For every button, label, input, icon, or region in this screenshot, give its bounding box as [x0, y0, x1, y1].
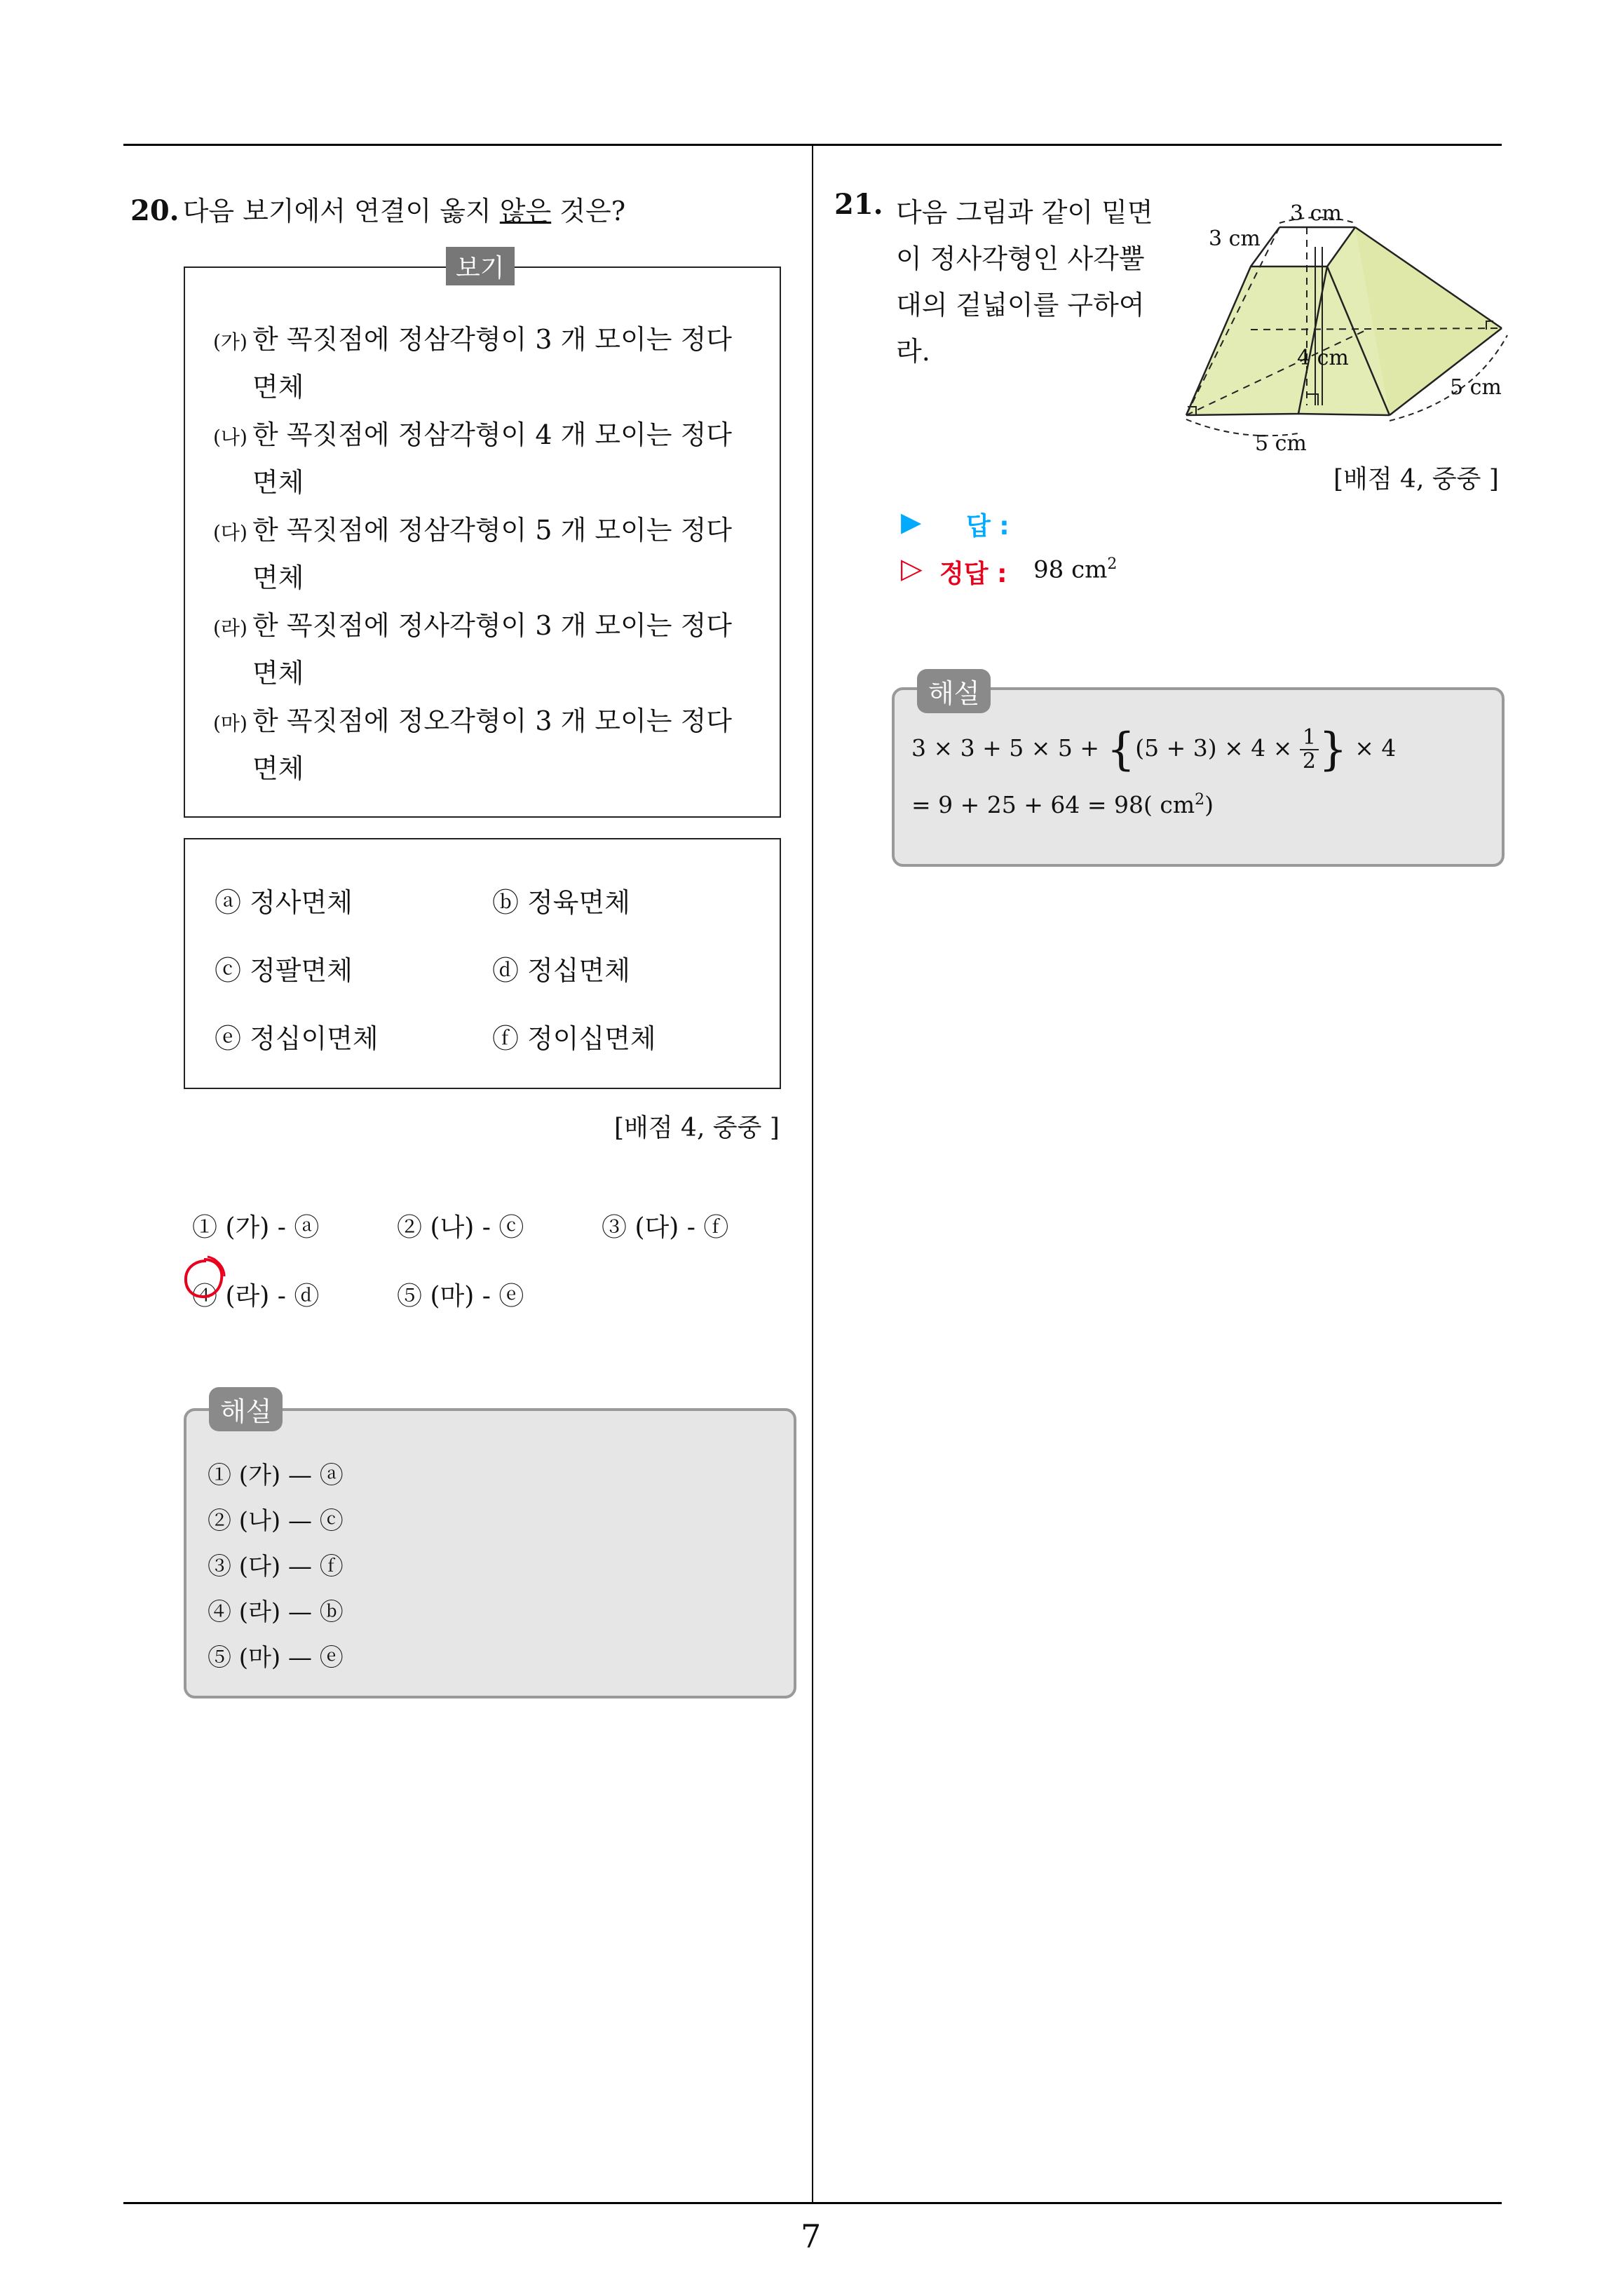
q21-solution-title: 해설 [917, 669, 991, 713]
choice-option[interactable]: ⑤ (마) - ⓔ [397, 1282, 524, 1311]
correct-answer-label: 정답 : [939, 560, 1007, 588]
q21-solution-line2 [911, 791, 1214, 818]
q21-solution-line1 [911, 724, 1396, 776]
bogi-item-line1: 한 꼭짓점에 정삼각형이 4 개 모이는 정다 [252, 419, 732, 450]
choice-option[interactable]: ③ (다) - ⓕ [602, 1213, 729, 1242]
correct-answer-value [1033, 555, 1117, 583]
selected-choice-mark [181, 1255, 227, 1302]
label-height: 4 cm [1297, 346, 1349, 370]
frac-den: 2 [1302, 749, 1316, 774]
solution-line: ① (가) — ⓐ [208, 1461, 344, 1490]
q20-header [130, 189, 625, 228]
solution-line: ⑤ (마) — ⓔ [208, 1644, 344, 1672]
bogi-item-line2: 면체 [252, 753, 304, 784]
label-bottom: 5 cm [1255, 431, 1307, 456]
bogi-item-line1: 한 꼭짓점에 정오각형이 3 개 모이는 정다 [252, 705, 732, 736]
option-item: ⓑ 정육면체 [492, 887, 630, 918]
label-top-left: 3 cm [1209, 227, 1261, 251]
bogi-item [213, 412, 732, 505]
label-top: 3 cm [1290, 201, 1342, 226]
bogi-item [213, 508, 732, 600]
frac-num: 1 [1300, 727, 1319, 750]
answer-label: 답 : [966, 512, 1010, 541]
q21-text-line: 다음 그림과 같이 밑면 [896, 197, 1153, 228]
answer-arrow-icon: ▶ [901, 506, 922, 537]
solution-line: ③ (다) — ⓕ [208, 1553, 344, 1581]
fraction-half [1300, 727, 1319, 773]
q21-score: [배점 4, 중중 ] [1333, 465, 1499, 494]
sol21-c: × 4 [1354, 734, 1397, 762]
sol21-line2-exp: 2 [1195, 791, 1205, 809]
q20-number: 20. [130, 194, 179, 227]
solution-line: ④ (라) — ⓑ [208, 1598, 344, 1626]
bogi-item [213, 317, 732, 410]
sol21-line2: = 9 + 25 + 64 = 98( cm [911, 791, 1195, 818]
bogi-item-mark: (라) [213, 616, 247, 640]
option-item: ⓓ 정십면체 [492, 955, 630, 986]
q21-text-line: 대의 겉넓이를 구하여 [896, 290, 1145, 320]
option-item: ⓔ 정십이면체 [215, 1023, 379, 1054]
bogi-title: 보기 [446, 247, 515, 285]
q21-text-line: 라. [896, 336, 930, 367]
correct-answer-arrow-icon: ▷ [901, 553, 923, 585]
option-item: ⓐ 정사면체 [215, 887, 353, 918]
bogi-item-mark: (가) [213, 330, 247, 353]
correct-answer-exp: 2 [1107, 555, 1118, 573]
bottom-rule [123, 2202, 1502, 2204]
bogi-item-mark: (마) [213, 712, 247, 735]
q20-text-end: 것은? [551, 196, 626, 227]
option-item: ⓕ 정이십면체 [492, 1023, 656, 1054]
choice-option[interactable]: ① (가) - ⓐ [192, 1213, 320, 1242]
bogi-item [213, 698, 732, 791]
sol21-line2-end: ) [1204, 791, 1214, 818]
label-side: 5 cm [1450, 375, 1502, 400]
bogi-item-line2: 면체 [252, 372, 304, 403]
q21-solution-box [892, 678, 1505, 867]
left-brace: { [1106, 724, 1136, 776]
q20-text [183, 196, 625, 227]
bogi-item-line1: 한 꼭짓점에 정삼각형이 5 개 모이는 정다 [252, 515, 732, 546]
page-number: 7 [801, 2217, 822, 2255]
frustum-figure [1178, 196, 1514, 456]
bogi-item-line2: 면체 [252, 658, 304, 689]
bogi-item-mark: (나) [213, 426, 247, 449]
column-divider [812, 144, 813, 2203]
sol21-b: (5 + 3) × 4 × [1135, 734, 1293, 762]
sol21-a: 3 × 3 + 5 × 5 + [911, 734, 1100, 762]
bogi-item-mark: (다) [213, 521, 247, 544]
correct-answer-number: 98 cm [1033, 555, 1108, 584]
bogi-item-line1: 한 꼭짓점에 정사각형이 3 개 모이는 정다 [252, 610, 732, 641]
bogi-item-line1: 한 꼭짓점에 정삼각형이 3 개 모이는 정다 [252, 324, 732, 355]
choice-option[interactable]: ④ (라) - ⓓ [192, 1282, 320, 1311]
q21-text-line: 이 정사각형인 사각뿔 [896, 243, 1145, 274]
option-item: ⓒ 정팔면체 [215, 955, 353, 986]
q20-text-underlined: 않은 [499, 196, 552, 227]
bogi-item [213, 603, 732, 696]
q20-score: [배점 4, 중중 ] [614, 1114, 780, 1142]
bogi-item-line2: 면체 [252, 467, 304, 498]
q20-solution-title: 해설 [209, 1387, 283, 1431]
solution-line: ② (나) — ⓒ [208, 1507, 344, 1535]
choice-option[interactable]: ② (나) - ⓒ [397, 1213, 524, 1242]
q20-text-start: 다음 보기에서 연결이 옳지 [182, 196, 500, 227]
q21-number: 21. [834, 188, 883, 221]
right-brace: } [1318, 724, 1347, 776]
bogi-item-line2: 면체 [252, 562, 304, 593]
